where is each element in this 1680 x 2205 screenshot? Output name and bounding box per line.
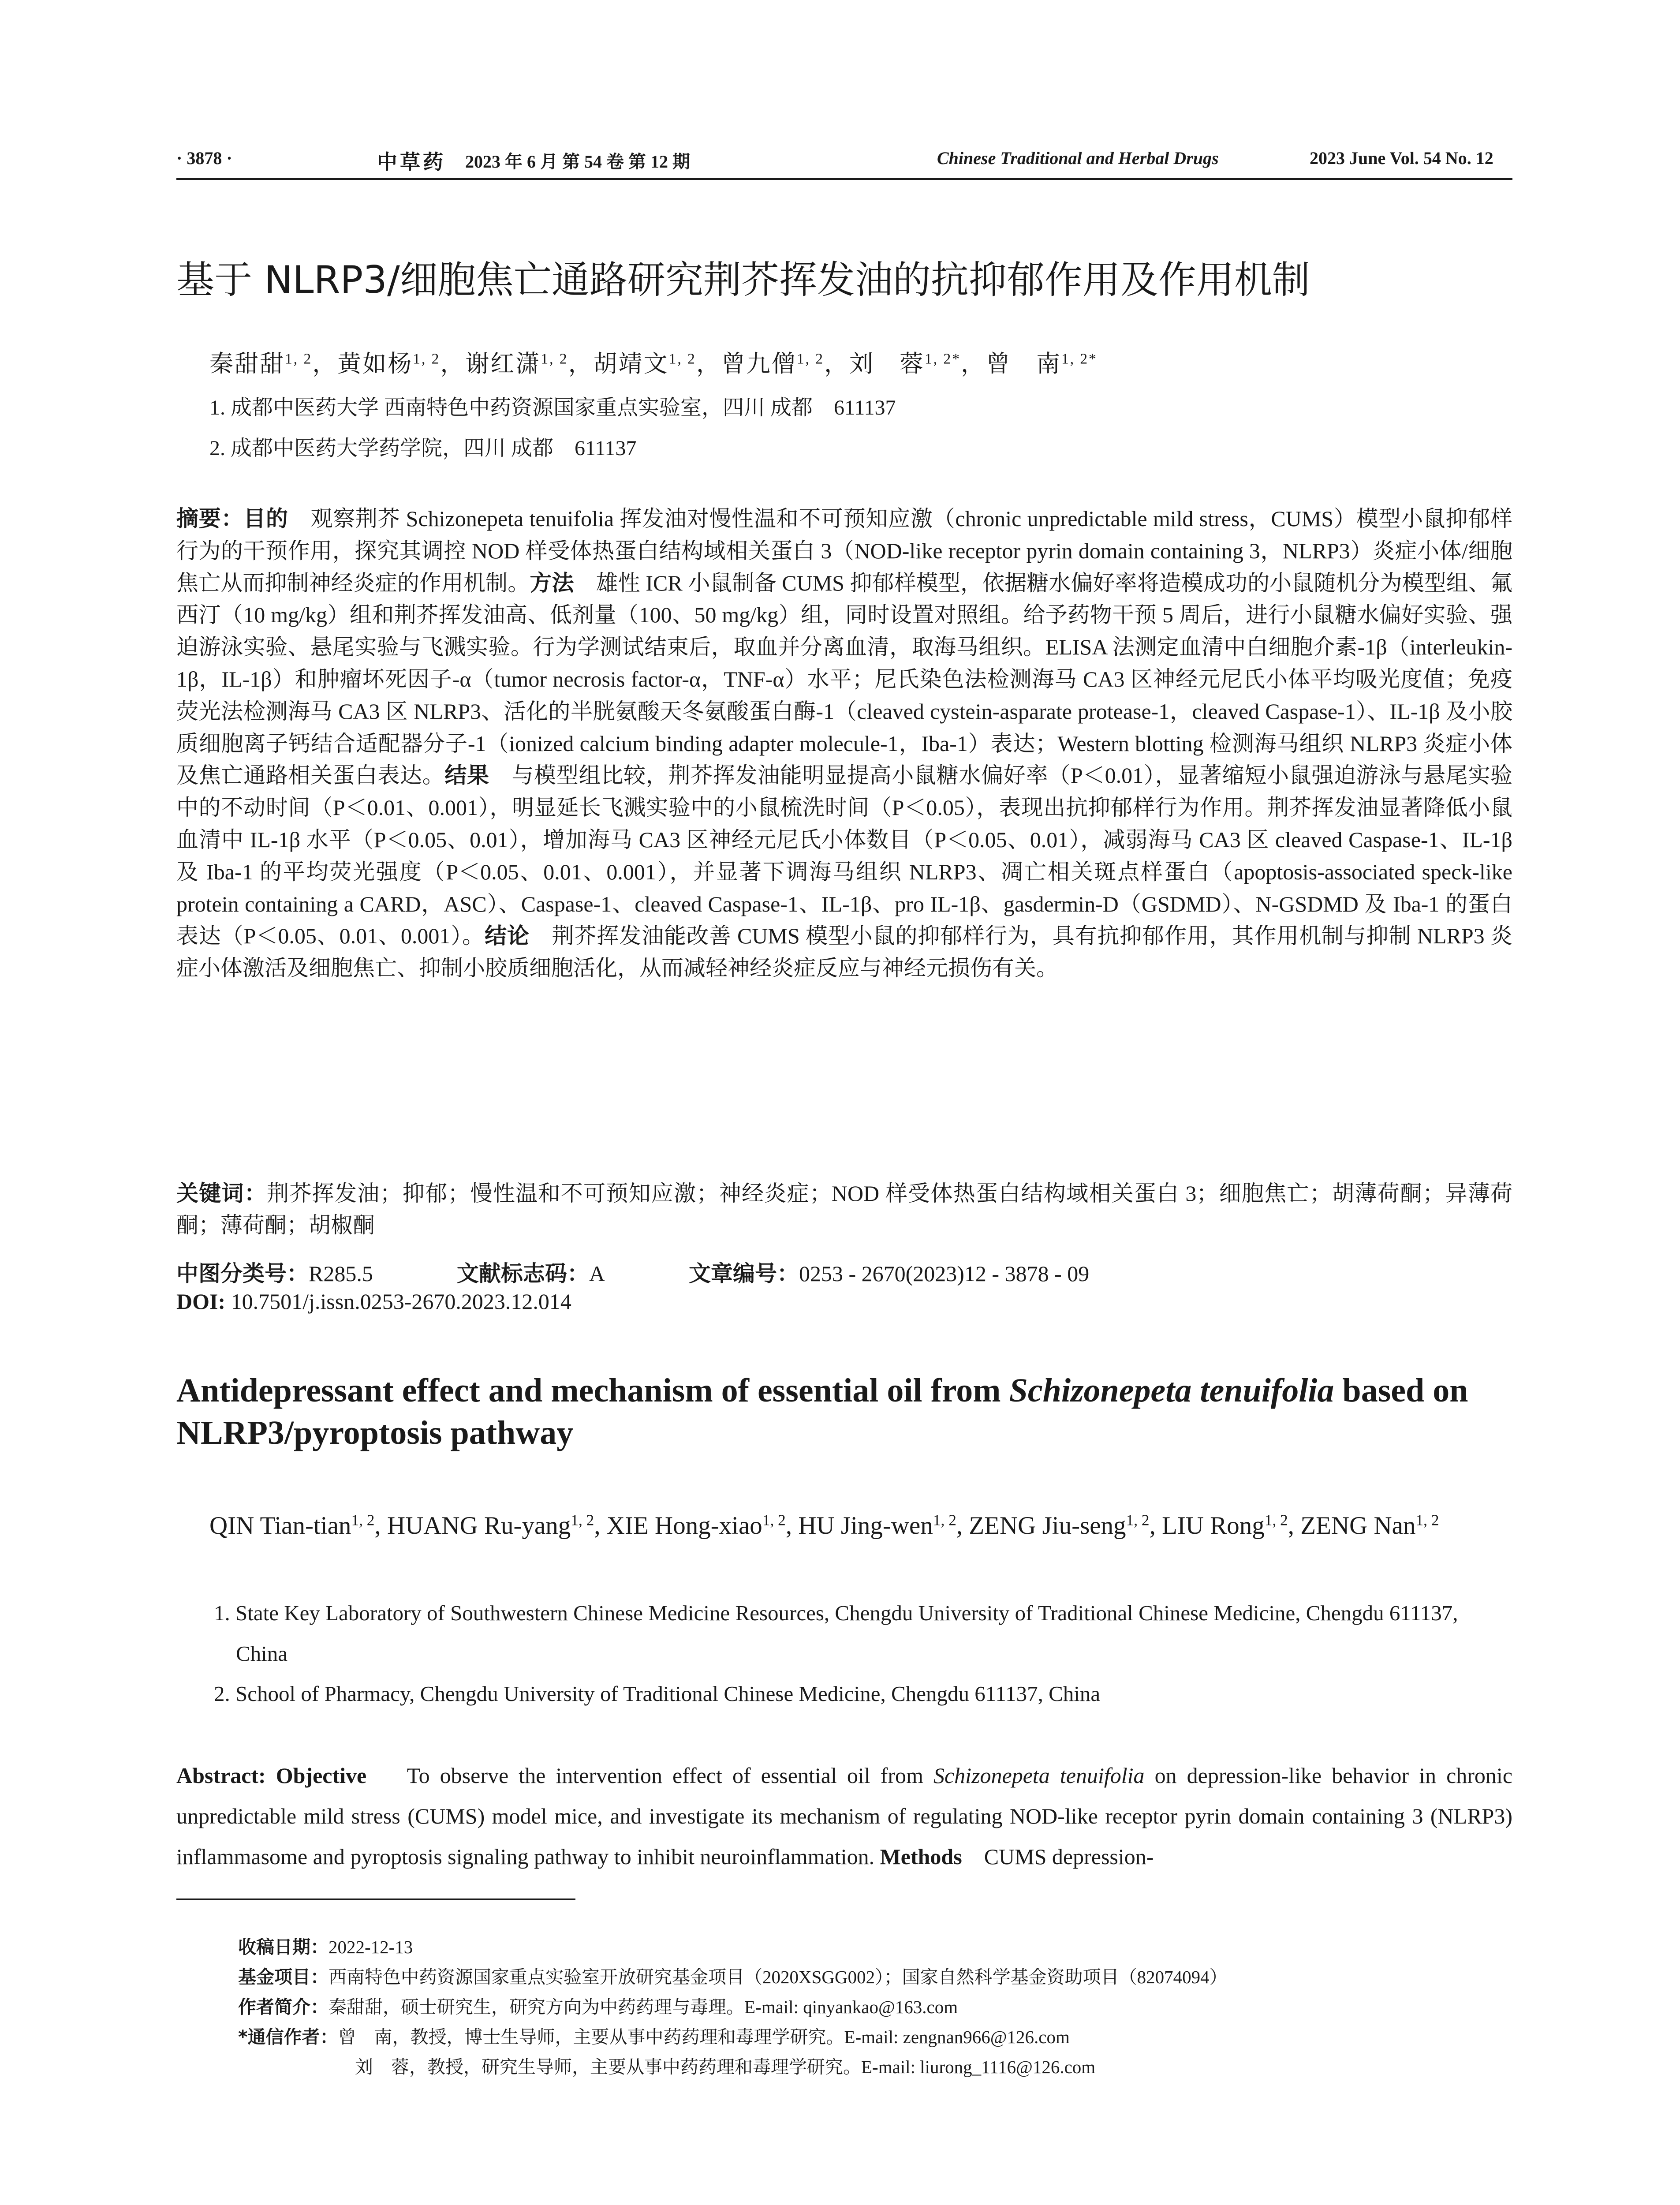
methods-cn: 雄性 ICR 小鼠制备 CUMS 抑郁样模型，依据糖水偏好率将造模成功的小鼠随机分为模型组、氟西汀（10 mg/kg）组和荆芥挥发油高、低剂量（100、50 mg/kg）组，同时设置对照组。给予药物干预 5 周后，进行小鼠糖水偏好实验、强迫游泳实验、悬尾实验与飞溅实验。行为学测试结束后，取血并分离血清，取海马组织。ELISA 法测定血清中白细胞介素-1β（interleukin-1β，IL-1β）和肿瘤坏死因子-α（tumor necrosis factor-α，TNF-α）水平；尼氏染色法检测海马 CA3 区神经元尼氏小体平均吸光度值；免疫荧光法检测海马 CA3 区 NLRP3、活化的半胱氨酸天冬氨酸蛋白酶-1（cleaved cystein-asparate protease-1，cleaved Caspase-1）、IL-1β 及小胶质细胞离子钙结合适配器分子-1（ionized calcium binding adapter molecule-1，Iba-1）表达；Western blotting 检测海马组织 NLRP3 炎症小体及焦亡通路相关蛋白表达。 [176,570,1513,788]
author-en: ZENG Nan$^{1, 2}$ [1300,1511,1439,1540]
methods-label-en: Methods [880,1844,962,1869]
footnote-fund: 基金项目：西南特色中药资源国家重点实验室开放研究基金项目（2020XSGG002）；国家自然科学基金资助项目（82074094） [238,1966,1228,1988]
author-en: ZENG Jiu-seng$^{1, 2}$, [969,1511,1162,1540]
conclusion-label-cn: 结论 [485,923,530,949]
header-rule [176,178,1512,180]
footnote-rule [176,1899,575,1900]
author-cn: 曾九僧$^{1, 2}$， [721,351,850,377]
affiliation-en-1: 1. State Key Laboratory of Southwestern Chinese Medicine Resources, Chengdu University of Traditional Chinese Medicine, Chengdu 611137, China [214,1601,1458,1666]
article-id: 文章编号：0253 - 2670(2023)12 - 3878 - 09 [688,1261,1090,1286]
species-name: Schizonepeta tenuifolia [1009,1372,1334,1409]
keywords-cn [176,1177,1512,1241]
author-cn: 胡靖文$^{1, 2}$， [593,351,721,377]
footnote-received: 收稿日期：2022-12-13 [238,1936,413,1958]
abstract-cn-label: 摘要： [176,506,244,531]
abstract-en: Abstract: Objective To observe the intervention effect of essential oil from Schizonepeta tenuifolia on depression-like behavior in chronic unpredictable mild stress (CUMS) model mice, and investigate its mechanism of regulating NOD-like receptor pyrin domain containing 3 (NLRP3) inflammasome and pyroptosis signaling pathway to inhibit neuroinflammation. Methods CUMS depression- [176,1763,1513,1869]
keywords-text: 荆芥挥发油；抑郁；慢性温和不可预知应激；神经炎症；NOD 样受体热蛋白结构域相关蛋白 3；细胞焦亡；胡薄荷酮；异薄荷酮；薄荷酮；胡椒酮 [176,1181,1513,1237]
affiliation-cn-2: 2. 成都中医药大学药学院，四川 成都 611137 [209,437,637,460]
author-en: HUANG Ru-yang$^{1, 2}$, [387,1511,607,1540]
methods-label-cn: 方法 [530,570,574,596]
objective-cn: 观察荆芥 Schizonepeta tenuifolia 挥发油对慢性温和不可预知应激（chronic unpredictable mild stress，CUMS）模型小鼠抑郁样行为的干预作用，探究其调控 NOD 样受体热蛋白结构域相关蛋白 3（NOD-like receptor pyrin domain containing 3，NLRP3）炎症小体/细胞焦亡从而抑制神经炎症的作用机制。 [176,506,1513,595]
author-en: XIE Hong-xiao$^{1, 2}$, [606,1511,799,1540]
document-code: 文献标志码：A [456,1261,605,1286]
keywords-label: 关键词： [176,1181,267,1206]
journal-name-en: Chinese Traditional and Herbal Drugs [937,148,1219,168]
issue-cn: 2023 年 6 月 第 54 卷 第 12 期 [465,152,690,172]
author-cn: 秦甜甜$^{1, 2}$， [209,351,338,377]
clc-number: 中图分类号：R285.5 [176,1261,373,1286]
classification-line [176,1256,1173,1288]
title-en: Antidepressant effect and mechanism of essential oil from Schizonepeta tenuifolia based on NLRP3/pyroptosis pathway [176,1372,1468,1451]
author-cn: 谢红潇$^{1, 2}$， [465,351,594,377]
affiliation-cn-1: 1. 成都中医药大学 西南特色中药资源国家重点实验室，四川 成都 611137 [209,396,896,419]
authors-cn [209,345,1098,379]
footnote-author: 作者简介：秦甜甜，硕士研究生，研究方向为中药药理与毒理。E-mail: qinyankao@163.com [238,1996,958,2018]
abstract-en-label: Abstract: Objective [176,1763,367,1788]
affiliation-en-2: 2. School of Pharmacy, Chengdu University of Traditional Chinese Medicine, Chengdu 611137, China [214,1682,1101,1706]
author-cn: 曾 南$^{1, 2*}$ [986,351,1098,377]
title-cn: 基于 NLRP3/细胞焦亡通路研究荆芥挥发油的抗抑郁作用及作用机制 [176,258,1310,302]
author-en: LIU Rong$^{1, 2}$, [1162,1511,1301,1540]
author-en: HU Jing-wen$^{1, 2}$, [798,1511,969,1540]
doi-label: DOI: [176,1289,226,1314]
authors-en [209,1508,1510,1544]
species-name-en: Schizonepeta tenuifolia [933,1763,1145,1788]
journal-name-cn: 中草药 [377,151,446,173]
author-cn: 黄如杨$^{1, 2}$， [337,351,466,377]
doi-line [176,1289,571,1314]
results-cn: 与模型组比较，荆芥挥发油能明显提高小鼠糖水偏好率（P＜0.01），显著缩短小鼠强迫游泳与悬尾实验中的不动时间（P＜0.01、0.001），明显延长飞溅实验中的小鼠梳洗时间（P＜0.05），表现出抗抑郁样行为作用。荆芥挥发油显著降低小鼠血清中 IL-1β 水平（P＜0.05、0.01），增加海马 CA3 区神经元尼氏小体数目（P＜0.05、0.01），减弱海马 CA3 区 cleaved Caspase-1、IL-1β 及 Iba-1 的平均荧光强度（P＜0.05、0.01、0.001），并显著下调海马组织 NLRP3、凋亡相关斑点样蛋白（apoptosis-associated speck-like protein containing a CARD，ASC）、Caspase-1、cleaved Caspase-1、IL-1β、pro IL-1β、gasdermin-D（GSDMD）、N-GSDMD 及 Iba-1 的蛋白表达（P＜0.05、0.01、0.001）。 [176,763,1513,949]
author-en: QIN Tian-tian$^{1, 2}$, [209,1511,387,1540]
objective-label-cn: 目的 [243,506,288,531]
footnote-corresponding: *通信作者：曾 南，教授，博士生导师，主要从事中药药理和毒理学研究。E-mail: zengnan966@126.com [238,2026,1070,2048]
methods-en: CUMS depression- [984,1844,1154,1869]
issue-en: 2023 June Vol. 54 No. 12 [1310,148,1493,168]
running-header [176,148,1512,179]
doi-link[interactable]: 10.7501/j.issn.0253-2670.2023.12.014 [231,1289,571,1314]
abstract-cn [176,503,1512,984]
author-cn: 刘 蓉$^{1, 2*}$， [849,351,986,377]
results-label-cn: 结果 [444,762,489,789]
author-email: 秦甜甜，硕士研究生，研究方向为中药药理与毒理。E-mail: qinyankao@163.com [329,1997,958,2017]
footnote-corresponding-2: 刘 蓉，教授，研究生导师，主要从事中药药理和毒理学研究。E-mail: liurong_1116@126.com [355,2057,1096,2077]
conclusion-cn: 荆芥挥发油能改善 CUMS 模型小鼠的抑郁样行为，具有抗抑郁作用，其作用机制与抑制 NLRP3 炎症小体激活及细胞焦亡、抑制小胶质细胞活化，从而减轻神经炎症反应与神经元损伤有关。 [176,923,1513,981]
page-number: · 3878 · [176,148,232,168]
